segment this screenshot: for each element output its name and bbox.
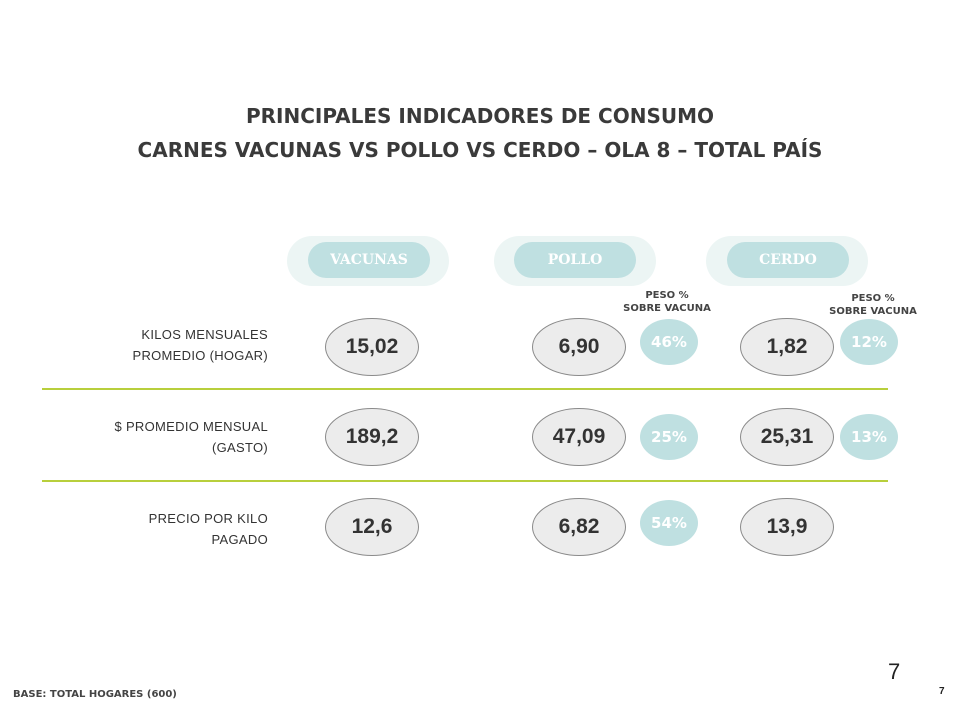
peso-label-pollo-line1: PESO % xyxy=(645,290,689,301)
peso-label-cerdo-line2: SOBRE VACUNA xyxy=(829,306,917,317)
value-gasto-vacunas: 189,2 xyxy=(325,408,419,466)
row-label-precio-line1: PRECIO POR KILO xyxy=(148,511,268,526)
row-label-gasto-line2: (GASTO) xyxy=(211,440,268,455)
row-label-kilos-line2: PROMEDIO (HOGAR) xyxy=(132,348,268,363)
page-number-large: 7 xyxy=(888,659,901,684)
peso-label-cerdo xyxy=(803,292,943,318)
row-divider-1 xyxy=(42,388,888,390)
value-kilos-cerdo: 1,82 xyxy=(740,318,834,376)
row-divider-2 xyxy=(42,480,888,482)
row-label-kilos-line1: KILOS MENSUALES xyxy=(141,327,268,342)
value-precio-cerdo: 13,9 xyxy=(740,498,834,556)
value-kilos-vacunas: 15,02 xyxy=(325,318,419,376)
row-label-precio xyxy=(28,508,268,550)
pct-gasto-pollo: 25% xyxy=(640,414,698,460)
value-kilos-pollo: 6,90 xyxy=(532,318,626,376)
slide-title-line2: CARNES VACUNAS VS POLLO VS CERDO – OLA 8 – TOTAL PAÍS xyxy=(137,138,823,162)
base-note: BASE: TOTAL HOGARES (600) xyxy=(13,689,177,700)
pct-gasto-cerdo: 13% xyxy=(840,414,898,460)
value-precio-pollo: 6,82 xyxy=(532,498,626,556)
value-gasto-pollo: 47,09 xyxy=(532,408,626,466)
peso-label-pollo xyxy=(597,289,737,315)
value-gasto-cerdo: 25,31 xyxy=(740,408,834,466)
pct-kilos-pollo: 46% xyxy=(640,319,698,365)
peso-label-pollo-line2: SOBRE VACUNA xyxy=(623,303,711,314)
row-label-gasto xyxy=(28,416,268,458)
row-label-gasto-line1: $ PROMEDIO MENSUAL xyxy=(114,419,268,434)
peso-label-cerdo-line1: PESO % xyxy=(851,293,895,304)
column-header-pollo: POLLO xyxy=(514,242,636,278)
page-number-small: 7 xyxy=(939,686,945,697)
value-precio-vacunas: 12,6 xyxy=(325,498,419,556)
row-label-kilos xyxy=(28,324,268,366)
column-header-vacunas: VACUNAS xyxy=(308,242,430,278)
pct-kilos-cerdo: 12% xyxy=(840,319,898,365)
slide-title-line1: PRINCIPALES INDICADORES DE CONSUMO xyxy=(245,104,715,128)
column-header-cerdo: CERDO xyxy=(727,242,849,278)
row-label-precio-line2: PAGADO xyxy=(211,532,268,547)
pct-precio-pollo: 54% xyxy=(640,500,698,546)
